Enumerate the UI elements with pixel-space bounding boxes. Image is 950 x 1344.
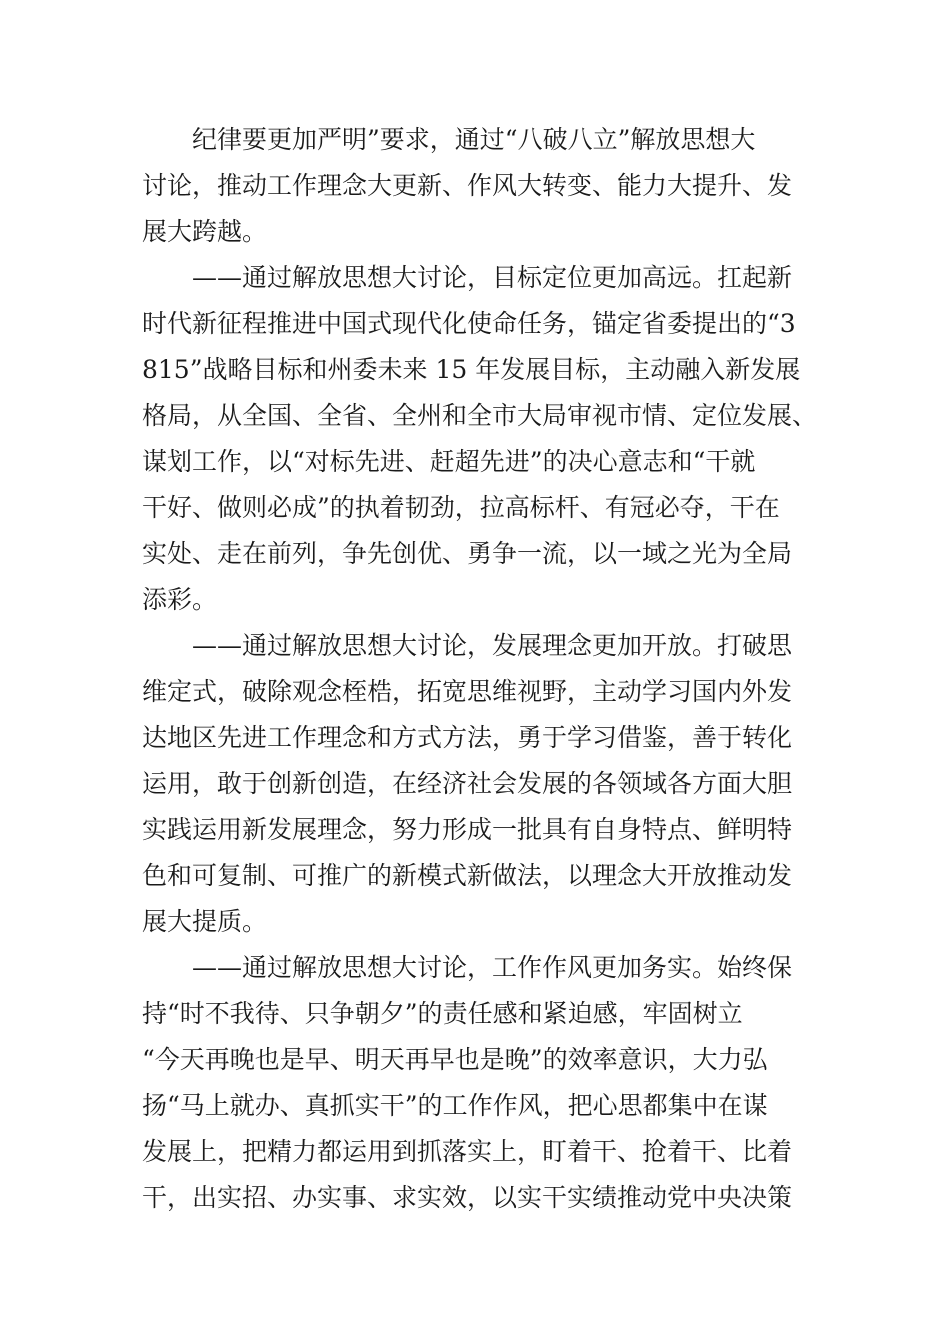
text-line: 干好、做则必成”的执着韧劲，拉高标杆、有冠必夺，干在 bbox=[142, 493, 780, 522]
text-line: 实践运用新发展理念，努力形成一批具有自身特点、鲜明特 bbox=[142, 815, 793, 844]
text-line: 干，出实招、办实事、求实效，以实干实绩推动党中央决策 bbox=[142, 1183, 793, 1212]
text-line: 时代新征程推进中国式现代化使命任务，锚定省委提出的“3 bbox=[142, 309, 796, 338]
text-line: 扬“马上就办、真抓实干”的工作作风，把心思都集中在谋 bbox=[142, 1091, 768, 1120]
text-line: 发展上，把精力都运用到抓落实上，盯着干、抢着干、比着 bbox=[142, 1137, 793, 1166]
text-line: 达地区先进工作理念和方式方法，勇于学习借鉴，善于转化 bbox=[142, 723, 793, 752]
text-line: 展大跨越。 bbox=[142, 217, 268, 246]
text-line: 讨论，推动工作理念大更新、作风大转变、能力大提升、发 bbox=[142, 171, 793, 200]
text-line: ——通过解放思想大讨论，发展理念更加开放。打破思 bbox=[192, 631, 793, 660]
text-line: ——通过解放思想大讨论，目标定位更加高远。扛起新 bbox=[192, 263, 793, 292]
text-line: 运用，敢于创新创造，在经济社会发展的各领域各方面大胆 bbox=[142, 769, 793, 798]
text-line: 纪律要更加严明”要求，通过“八破八立”解放思想大 bbox=[192, 125, 756, 154]
text-line: 色和可复制、可推广的新模式新做法，以理念大开放推动发 bbox=[142, 861, 793, 890]
text-line: 815”战略目标和州委未来 15 年发展目标，主动融入新发展 bbox=[142, 355, 801, 384]
text-line: 谋划工作，以“对标先进、赶超先进”的决心意志和“干就 bbox=[142, 447, 756, 476]
text-line: 格局，从全国、全省、全州和全市大局审视市情、定位发展、 bbox=[142, 401, 818, 430]
text-line: ——通过解放思想大讨论，工作作风更加务实。始终保 bbox=[192, 953, 793, 982]
text-line: 持“时不我待、只争朝夕”的责任感和紧迫感，牢固树立 bbox=[142, 999, 743, 1028]
text-line: 添彩。 bbox=[142, 585, 218, 614]
text-line: “今天再晚也是早、明天再早也是晚”的效率意识，大力弘 bbox=[142, 1045, 768, 1074]
text-line: 实处、走在前列，争先创优、勇争一流，以一域之光为全局 bbox=[142, 539, 793, 568]
text-line: 展大提质。 bbox=[142, 907, 268, 936]
text-line: 维定式，破除观念桎梏，拓宽思维视野，主动学习国内外发 bbox=[142, 677, 793, 706]
